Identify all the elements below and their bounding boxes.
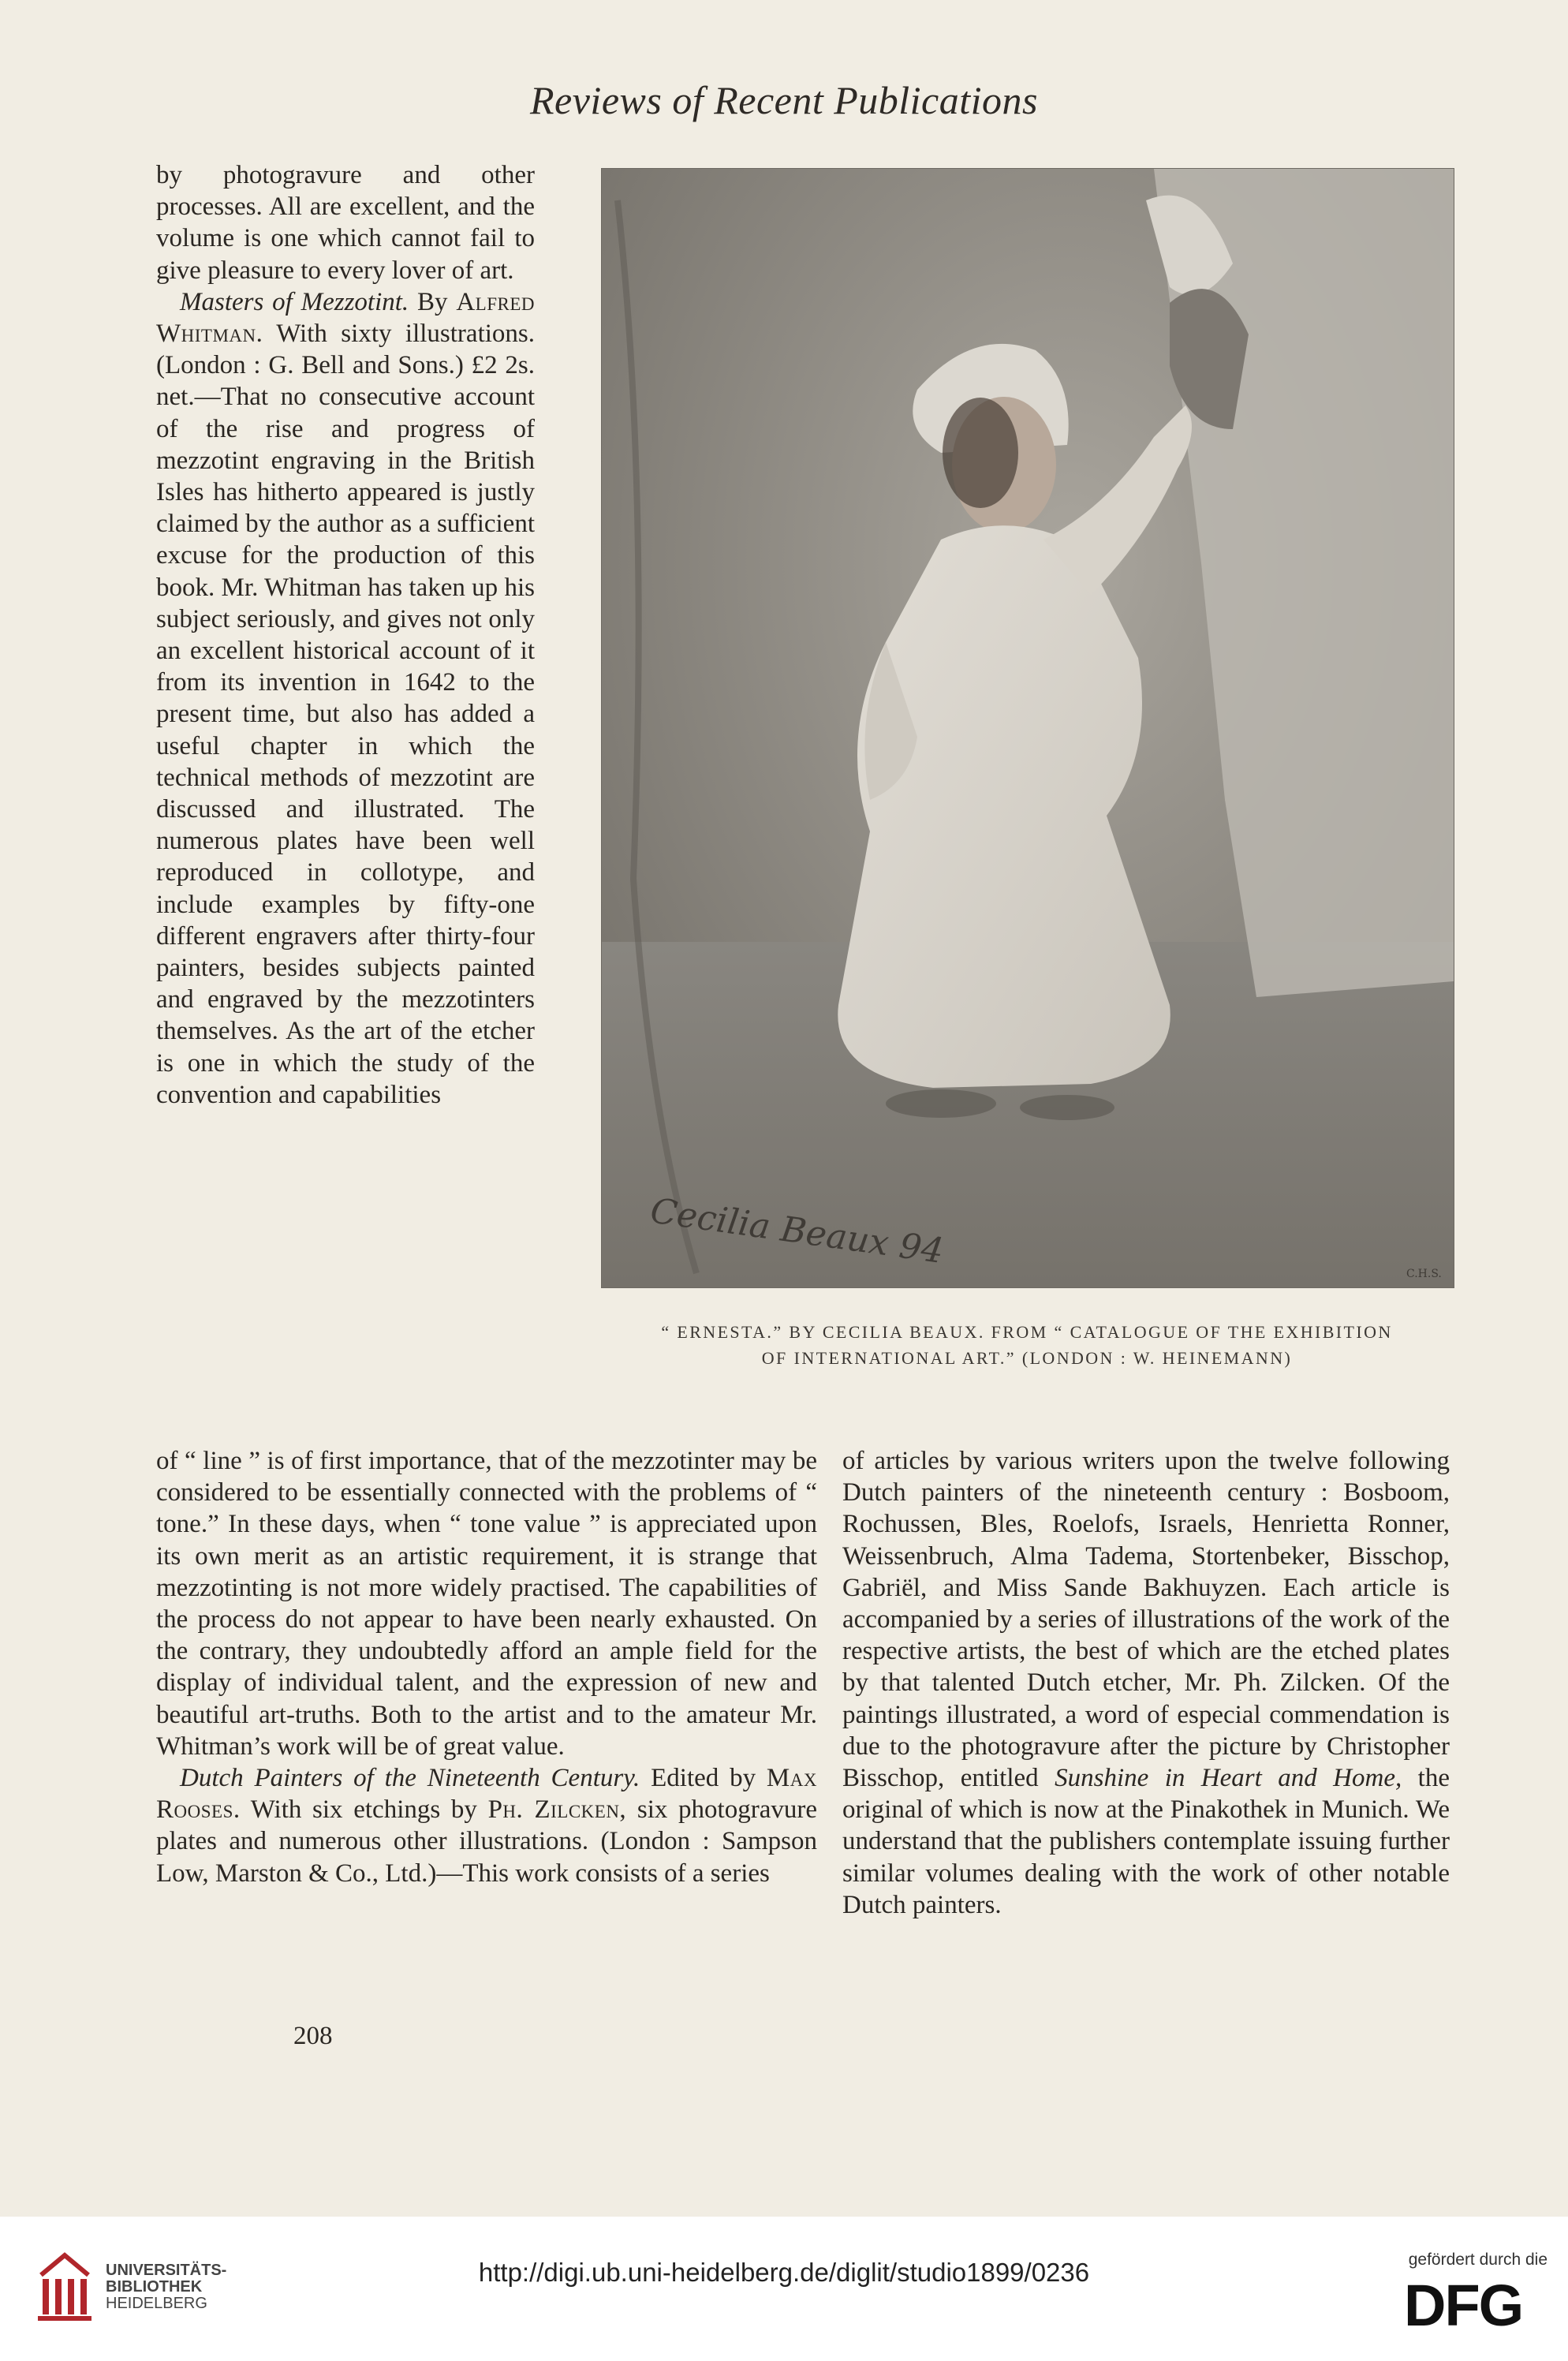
- book-etcher: Ph. Zilcken,: [487, 1795, 627, 1825]
- caption-line-2: OF INTERNATIONAL ART.” (LONDON : W. HEINEMANN): [761, 1348, 1293, 1368]
- text-fragment: Edited by: [640, 1764, 767, 1793]
- review-dutch-painters: [156, 1762, 817, 1889]
- book-title: Masters of Mezzotint.: [180, 287, 409, 316]
- library-line: UNIVERSITÄTS-: [106, 2262, 227, 2279]
- left-narrow-column: [156, 159, 535, 1111]
- engraver-monogram: C.H.S.: [1406, 1268, 1442, 1280]
- footer-bar: [0, 2217, 1568, 2361]
- review-masters-of-mezzotint: [156, 286, 535, 1111]
- painting-title: Sunshine in Heart and Home,: [1055, 1764, 1402, 1793]
- painting-signature: Cecilia Beaux 94: [648, 1190, 946, 1272]
- paragraph: of “ line ” is of first importance, that of the mezzotinter may be considered to be essentially connected with the problems of “ tone.” In these days, when “ tone value ” is appreciated upon its own merit as an artistic requirement, it is strange that mezzotinting is not more widely practised. The capabilities of the process do not appear to have been nearly exhausted. On the contrary, they undoubtedly afford an ample field for the display of individual talent, and the expression of new and beautiful art-truths. Both to the artist and to the amateur Mr. Whitman’s work will be of great value.: [156, 1447, 817, 1761]
- book-editor: Max Rooses.: [156, 1764, 817, 1825]
- review-text: With sixty illustrations. (London : G. Bell and Sons.) £2 2s. net.—That no consecutive account of the rise and progress of mezzotint engraving in the British Isles has hitherto appeared is justly claimed by the author as a sufficient excuse for the production of this book. Mr. Whitman has taken up his subject seriously, and gives not only an excellent historical account of it from its invention in 1642 to the present time, but also has added a useful chapter in which the technical methods of mezzotint are discussed and illustrated. The numerous plates have been well reproduced in collotype, and include examples by fifty-one different engravers after thirty-four painters, besides subjects painted and engraved by the mezzotinters themselves. As the art of the etcher is one in which the study of the convention and capabilities: [156, 319, 535, 1109]
- library-line: BIBLIOTHEK: [106, 2278, 203, 2296]
- text-fragment: six photogravure plates and numerous other illustrations. (London : Sampson Low, Marston & Co., Ltd.)—This work consists of a series: [156, 1795, 817, 1888]
- right-column: [842, 1445, 1450, 1921]
- figure-caption: [562, 1319, 1492, 1371]
- paragraph: by photogravure and other processes. All are excellent, and the volume is one which cannot fail to give pleasure to every lover of art.: [156, 161, 535, 285]
- running-header: Reviews of Recent Publications: [530, 78, 1038, 122]
- text-fragment: the original of which is now at the Pinakothek in Munich. We understand that the publishers contemplate issuing further similar volumes dealing with the work of other notable Dutch painters.: [842, 1764, 1450, 1919]
- source-url-link[interactable]: http://digi.ub.uni-heidelberg.de/diglit/studio1899/0236: [478, 2258, 1090, 2287]
- paragraph: [842, 1445, 1450, 1921]
- book-author: Alfred Whitman.: [156, 287, 535, 349]
- funder-label: gefördert durch die: [1408, 2251, 1547, 2269]
- ernesta-painting-image: [602, 169, 1454, 1287]
- caption-line-1: “ ERNESTA.” BY CECILIA BEAUX. FROM “ CATALOGUE OF THE EXHIBITION: [661, 1322, 1393, 1342]
- text-fragment: With six etchings by: [240, 1795, 488, 1825]
- painting-illustration: [601, 168, 1454, 1288]
- text-fragment: By: [409, 287, 457, 316]
- library-line: HEIDELBERG: [106, 2295, 207, 2312]
- dfg-logo: DFG: [1404, 2273, 1523, 2338]
- text-fragment: of articles by various writers upon the twelve following Dutch painters of the nineteenth century : Bosboom, Rochussen, Bles, Roelofs, Israels, Henrietta Ronner, Weissenbruch, Alma Tadema, Stortenbeker, Bisschop, Gabriël, and Miss Sande Bakhuyzen. Each article is accompanied by a series of illustrations of the work of the respective artists, the best of which are the etched plates by that talented Dutch etcher, Mr. Ph. Zilcken. Of the paintings illustrated, a word of especial commendation is due to the photogravure after the picture by Christopher Bisschop, entitled: [842, 1447, 1450, 1793]
- page-number: 208: [293, 2022, 333, 2050]
- left-column: [156, 1445, 817, 1889]
- book-title: Dutch Painters of the Nineteenth Century.: [180, 1764, 640, 1793]
